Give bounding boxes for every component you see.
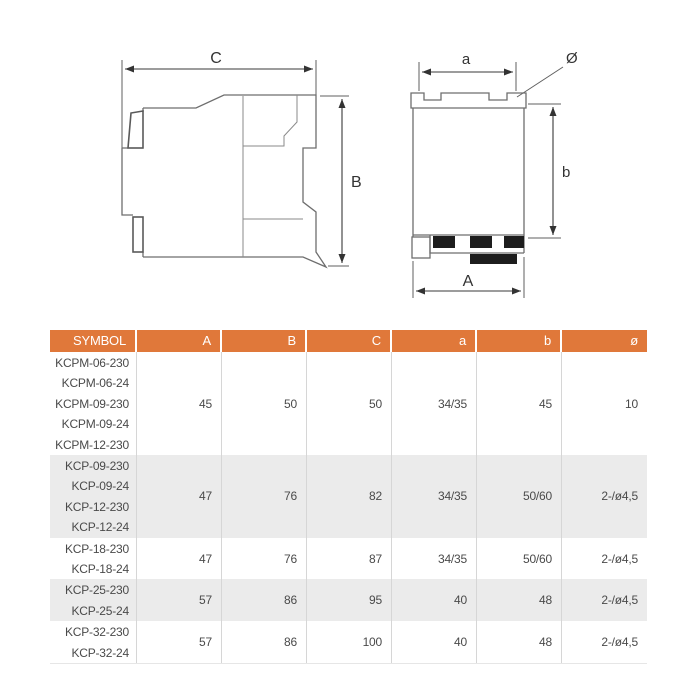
label-diameter: Ø (566, 50, 578, 67)
header-B: B (222, 330, 307, 352)
value-cell: 40 (392, 621, 477, 663)
value-cell: 87 (307, 538, 392, 580)
value-cell: 40 (392, 579, 477, 621)
model-name: KCP-12-230 (64, 499, 129, 514)
label-b: b (562, 164, 571, 181)
value-cell: 76 (222, 538, 307, 580)
label-B: B (351, 174, 362, 191)
value-cell: 82 (307, 455, 392, 538)
dimension-table (50, 330, 647, 664)
model-name: KCPM-06-230 (55, 356, 129, 370)
model-name: KCP-12-24 (71, 520, 129, 535)
model-name: KCP-18-230 (64, 541, 129, 556)
symbol-cell (50, 579, 137, 621)
dimension-b (528, 104, 570, 238)
table-header-row (50, 330, 647, 352)
model-name: KCPM-12-230 (55, 437, 129, 452)
diameter-callout (517, 50, 578, 97)
value-cell: 50/60 (477, 455, 562, 538)
table-row-group (50, 621, 647, 663)
value-cell: 2-/ø4,5 (601, 489, 638, 504)
front-view-outline (411, 93, 526, 264)
symbol-cell (50, 455, 137, 538)
dimension-a (419, 51, 516, 91)
dimension-B (320, 96, 362, 266)
value-cell: 100 (307, 621, 392, 663)
header-A: A (137, 330, 222, 352)
terminal-block (433, 236, 455, 248)
value-cell: 50 (222, 352, 307, 455)
label-a: a (461, 51, 471, 68)
table-row-group (50, 352, 647, 455)
value-cell: 95 (307, 579, 392, 621)
value-cell: 48 (477, 621, 562, 663)
symbol-cell (50, 352, 137, 455)
value-cell: 2-/ø4,5 (601, 551, 638, 566)
front-view-drawing (395, 40, 600, 305)
value-cell: 48 (477, 579, 562, 621)
model-name: KCP-25-24 (71, 603, 129, 618)
header-a: a (392, 330, 477, 352)
model-name: KCPM-09-24 (61, 417, 129, 432)
value-cell: 45 (137, 352, 222, 455)
header-diameter: ø (562, 330, 647, 352)
table-body (50, 352, 647, 664)
value-cell: 47 (137, 538, 222, 580)
symbol-cell (50, 538, 137, 580)
table-row-group (50, 455, 647, 538)
model-name: KCP-32-24 (71, 645, 129, 660)
terminal-block (470, 254, 517, 264)
header-symbol: SYMBOL (50, 330, 137, 352)
model-name: KCP-18-24 (71, 562, 129, 577)
model-name: KCP-25-230 (64, 583, 129, 598)
label-C: C (210, 50, 222, 67)
label-A: A (462, 273, 474, 290)
value-cell: 34/35 (392, 455, 477, 538)
value-cell: 34/35 (392, 538, 477, 580)
model-name: KCP-09-24 (71, 479, 129, 494)
header-C: C (307, 330, 392, 352)
header-b: b (477, 330, 562, 352)
terminal-block (470, 236, 492, 248)
value-cell: 57 (137, 621, 222, 663)
value-cell: 57 (137, 579, 222, 621)
value-cell: 86 (222, 579, 307, 621)
table-row-group (50, 538, 647, 580)
model-name: KCP-32-230 (64, 625, 129, 640)
value-cell: 10 (625, 396, 638, 411)
value-cell: 45 (477, 352, 562, 455)
symbol-cell (50, 621, 137, 663)
table-row-group (50, 579, 647, 621)
value-cell: 86 (222, 621, 307, 663)
value-cell: 2-/ø4,5 (601, 635, 638, 650)
side-view-outline (122, 95, 326, 267)
value-cell: 50/60 (477, 538, 562, 580)
value-cell: 50 (307, 352, 392, 455)
value-cell: 2-/ø4,5 (601, 593, 638, 608)
model-name: KCPM-09-230 (55, 396, 129, 411)
value-cell: 34/35 (392, 352, 477, 455)
terminal-block (504, 236, 524, 248)
model-name: KCPM-06-24 (61, 376, 129, 391)
value-cell: 47 (137, 455, 222, 538)
value-cell: 76 (222, 455, 307, 538)
model-name: KCP-09-230 (64, 459, 129, 474)
side-view-drawing (95, 40, 365, 280)
